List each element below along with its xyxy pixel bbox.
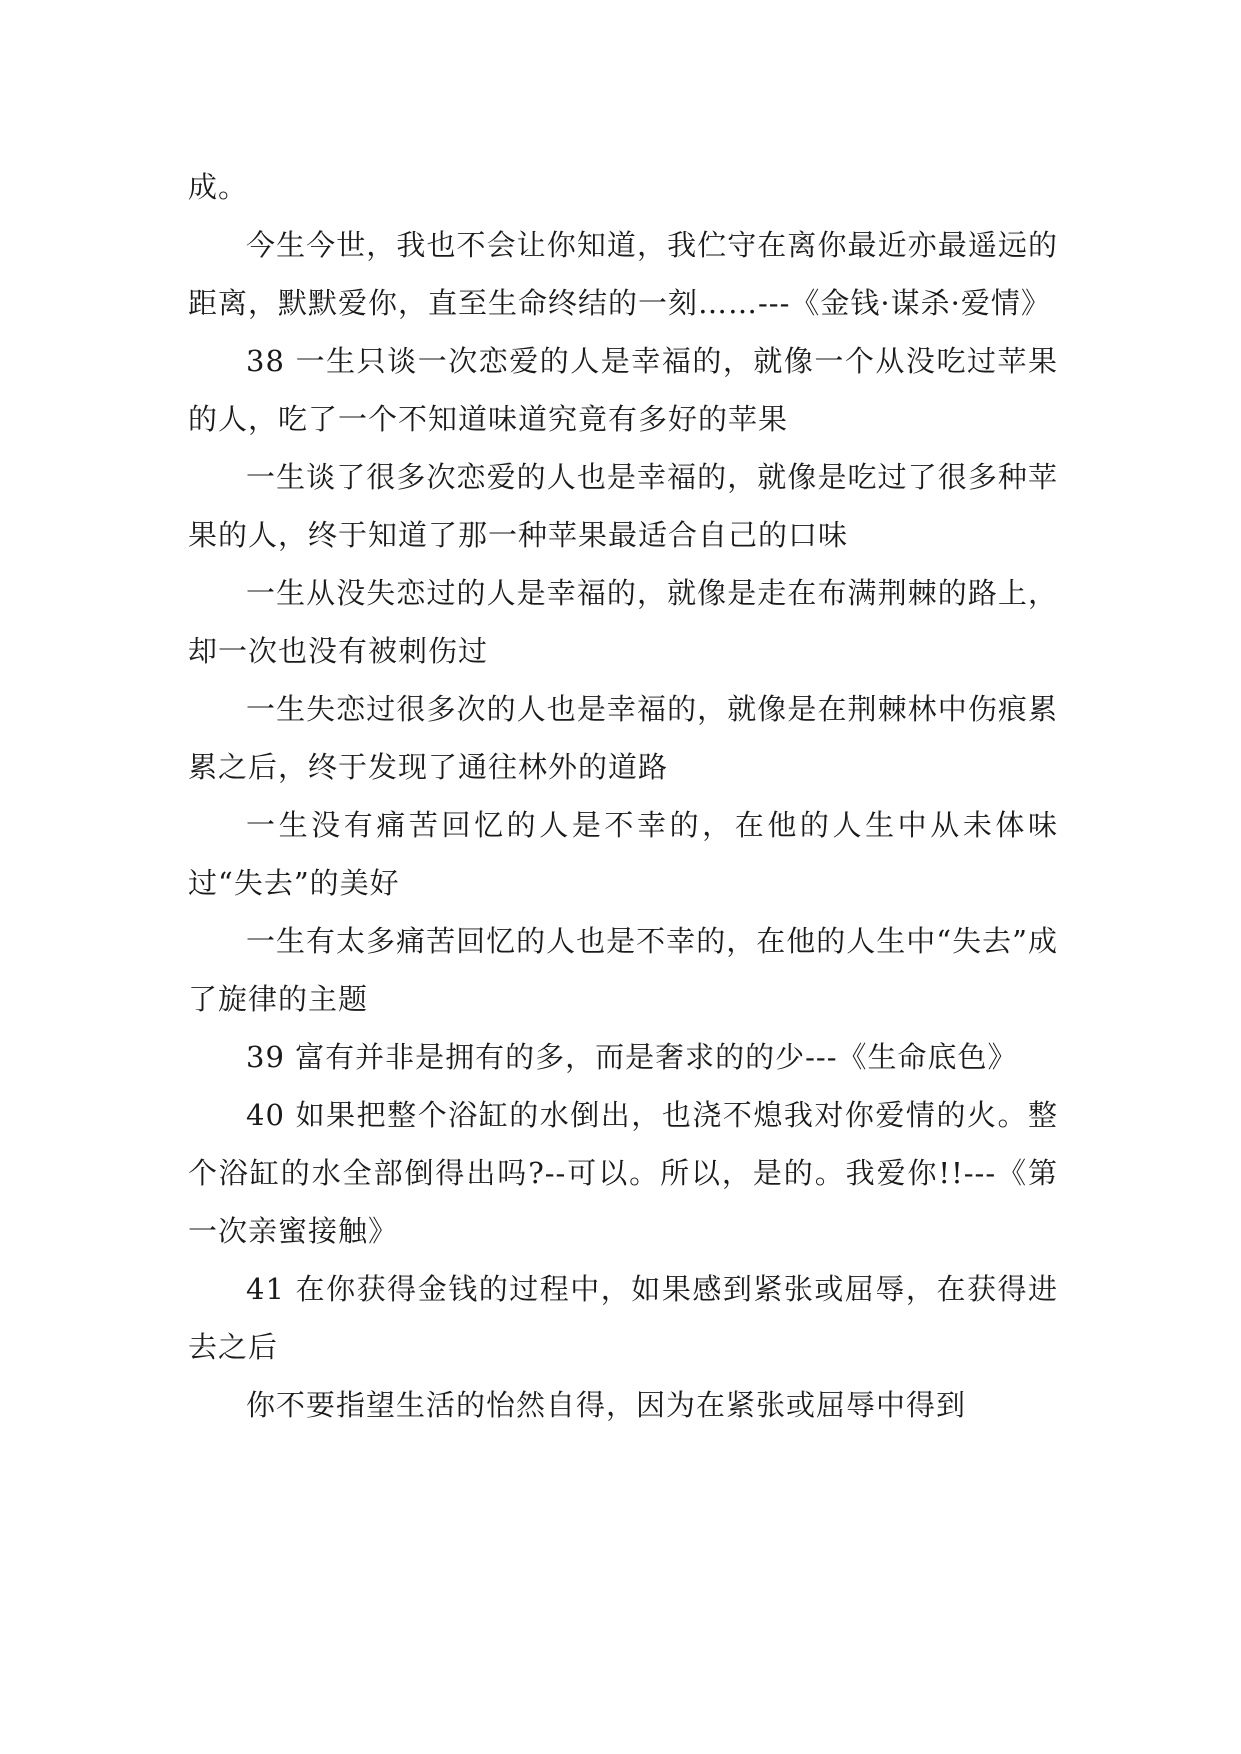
paragraph: 一生失恋过很多次的人也是幸福的，就像是在荆棘林中伤痕累累之后，终于发现了通往林外的道路 [188, 692, 1058, 784]
document-body [188, 158, 1058, 1434]
paragraph: 今生今世，我也不会让你知道，我伫守在离你最近亦最遥远的距离，默默爱你，直至生命终结的一刻……---《金钱·谋杀·爱情》 [188, 228, 1058, 320]
paragraph-continuation: 成。 [188, 170, 249, 204]
paragraph-40: 40 如果把整个浴缸的水倒出，也浇不熄我对你爱情的火。整个浴缸的水全部倒得出吗?--可以。所以，是的。我爱你!!---《第一次亲蜜接触》 [188, 1098, 1058, 1248]
paragraph-39: 39 富有并非是拥有的多，而是奢求的的少---《生命底色》 [246, 1040, 1018, 1074]
paragraph: 一生谈了很多次恋爱的人也是幸福的，就像是吃过了很多种苹果的人，终于知道了那一种苹果最适合自己的口味 [188, 460, 1058, 552]
paragraph-38: 38 一生只谈一次恋爱的人是幸福的，就像一个从没吃过苹果的人，吃了一个不知道味道究竟有多好的苹果 [188, 344, 1058, 436]
paragraph: 一生从没失恋过的人是幸福的，就像是走在布满荆棘的路上，却一次也没有被刺伤过 [188, 576, 1058, 668]
paragraph: 你不要指望生活的怡然自得，因为在紧张或屈辱中得到 [246, 1388, 967, 1422]
paragraph: 一生有太多痛苦回忆的人也是不幸的，在他的人生中“失去”成了旋律的主题 [188, 924, 1058, 1016]
paragraph-41: 41 在你获得金钱的过程中，如果感到紧张或屈辱，在获得进去之后 [188, 1272, 1058, 1364]
paragraph: 一生没有痛苦回忆的人是不幸的，在他的人生中从未体味过“失去”的美好 [188, 808, 1058, 900]
